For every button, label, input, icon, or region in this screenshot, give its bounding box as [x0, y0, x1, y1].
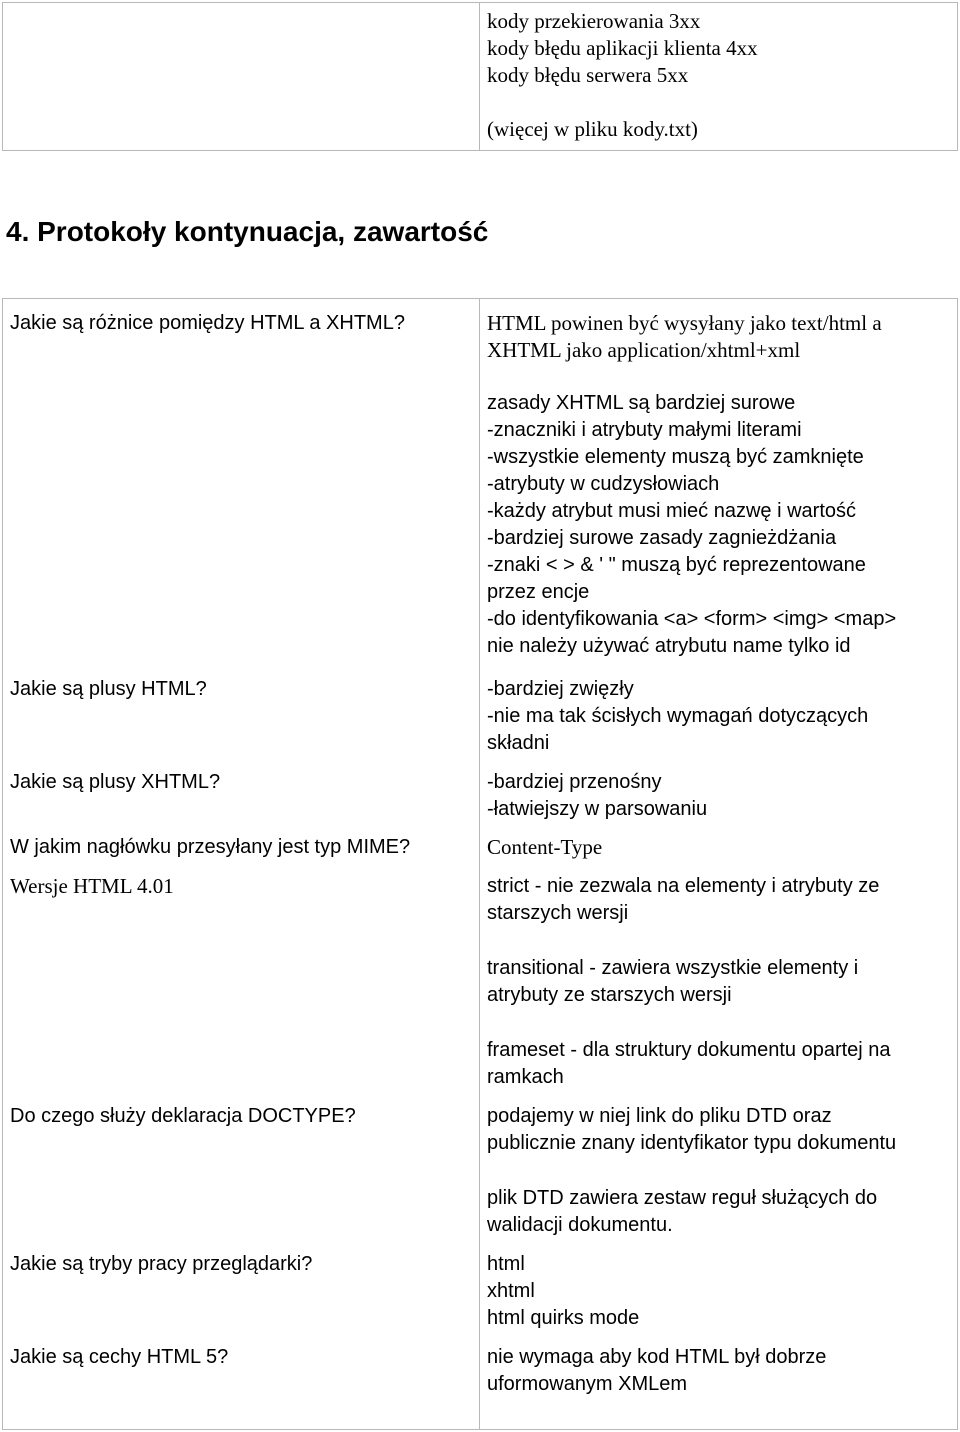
- answer-doctype-link: [487, 1103, 896, 1157]
- text-line: html quirks mode: [487, 1307, 640, 1329]
- text-line: atrybuty ze starszych wersji: [487, 984, 732, 1006]
- text-line: -do identyfikowania <a> <form> <img> <map>: [487, 608, 897, 630]
- text-line: przez encje: [487, 581, 590, 603]
- question-html-plus: Jakie są plusy HTML?: [10, 678, 207, 700]
- question-mime-header: W jakim nagłówku przesyłany jest typ MIME?: [10, 836, 411, 858]
- answer-browser-modes: [487, 1251, 639, 1332]
- text-line: -bardziej zwięzły: [487, 678, 634, 700]
- text-line: XHTML jako application/xhtml+xml: [487, 338, 801, 362]
- text-line: publicznie znany identyfikator typu dokumentu: [487, 1132, 897, 1154]
- text-line: -każdy atrybut musi mieć nazwę i wartość: [487, 500, 857, 522]
- question-html401-versions: Wersje HTML 4.01: [10, 874, 174, 898]
- question-html-vs-xhtml: Jakie są różnice pomiędzy HTML a XHTML?: [10, 312, 405, 334]
- answer-html401-transitional: [487, 955, 858, 1009]
- question-doctype: Do czego służy deklaracja DOCTYPE?: [10, 1105, 356, 1127]
- answer-xhtml-rules: [487, 390, 896, 660]
- text-line: (więcej w pliku kody.txt): [487, 117, 698, 141]
- question-xhtml-plus: Jakie są plusy XHTML?: [10, 771, 221, 793]
- answer-html5-features: [487, 1344, 826, 1398]
- text-line: html: [487, 1253, 525, 1275]
- section-heading: 4. Protokoły kontynuacja, zawartość: [6, 216, 489, 247]
- text-line: podajemy w niej link do pliku DTD oraz: [487, 1105, 832, 1127]
- text-line: -wszystkie elementy muszą być zamknięte: [487, 446, 864, 468]
- text-line: -atrybuty w cudzysłowiach: [487, 473, 720, 495]
- text-line: frameset - dla struktury dokumentu opartej na: [487, 1039, 891, 1061]
- text-line: strict - nie zezwala na elementy i atrybuty ze: [487, 875, 880, 897]
- text-line: xhtml: [487, 1280, 535, 1302]
- text-line: kody błędu serwera 5xx: [487, 63, 689, 87]
- text-line: Content-Type: [487, 835, 603, 859]
- answer-xhtml-plus: [487, 769, 707, 823]
- column-divider: [479, 298, 480, 1430]
- text-line: kody błędu aplikacji klienta 4xx: [487, 36, 758, 60]
- top-right-cell: [479, 2, 958, 151]
- text-line: zasady XHTML są bardziej surowe: [487, 392, 796, 414]
- answer-html-vs-xhtml: [487, 310, 882, 364]
- text-line: nie należy używać atrybutu name tylko id: [487, 635, 851, 657]
- text-line: -znaczniki i atrybuty małymi literami: [487, 419, 802, 441]
- answer-html-plus: [487, 676, 868, 757]
- text-line: -bardziej przenośny: [487, 771, 662, 793]
- text-line: -znaki < > & ' " muszą być reprezentowane: [487, 554, 866, 576]
- text-line: ramkach: [487, 1066, 564, 1088]
- question-html5-features: Jakie są cechy HTML 5?: [10, 1346, 229, 1368]
- question-browser-modes: Jakie są tryby pracy przeglądarki?: [10, 1253, 313, 1275]
- answer-mime-header: [487, 834, 602, 861]
- text-line: nie wymaga aby kod HTML był dobrze: [487, 1346, 827, 1368]
- answer-doctype-dtd: [487, 1185, 877, 1239]
- text-line: walidacji dokumentu.: [487, 1214, 673, 1236]
- text-line: składni: [487, 732, 550, 754]
- answer-html401-frameset: [487, 1037, 891, 1091]
- text-line: transitional - zawiera wszystkie elementy i: [487, 957, 859, 979]
- text-line: HTML powinen być wysyłany jako text/html a: [487, 311, 882, 335]
- text-line: kody przekierowania 3xx: [487, 9, 701, 33]
- answer-html401-strict: [487, 873, 879, 927]
- text-line: -łatwiejszy w parsowaniu: [487, 798, 708, 820]
- text-line: -bardziej surowe zasady zagnieżdżania: [487, 527, 837, 549]
- text-line: uformowanym XMLem: [487, 1373, 688, 1395]
- text-line: plik DTD zawiera zestaw reguł służących do: [487, 1187, 878, 1209]
- text-line: starszych wersji: [487, 902, 629, 924]
- text-line: -nie ma tak ścisłych wymagań dotyczących: [487, 705, 869, 727]
- top-left-cell: [2, 2, 480, 151]
